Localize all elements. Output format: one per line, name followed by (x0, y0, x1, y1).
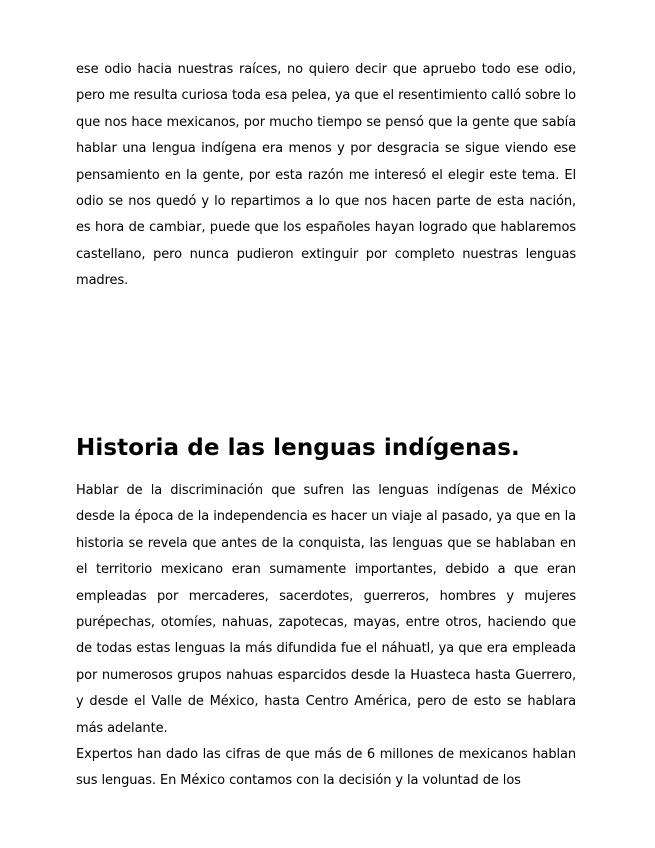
section-heading: Historia de las lenguas indígenas. (76, 435, 520, 461)
paragraph: Hablar de la discriminación que sufren las lenguas indígenas de México desde la época de la independencia es hacer un viaje al pasado, ya que en la historia se revela que antes de la conquista, las lenguas que se hablaban en el territorio mexicano eran sumamente importantes, debido a que eran empleadas por mercaderes, sacerdotes, guerreros, hombres y mujeres purépechas, otomíes, nahuas, zapotecas, mayas, entre otros, haciendo que de todas estas lenguas la más difundida fue el náhuatl, ya que era empleada por numerosos grupos nahuas esparcidos desde la Huasteca hasta Guerrero, y desde el Valle de México, hasta Centro América, pero de esto se hablara más adelante. (76, 483, 576, 736)
intro-text-block (76, 57, 576, 295)
history-text-block (76, 478, 576, 795)
paragraph: Expertos han dado las cifras de que más de 6 millones de mexicanos hablan sus lenguas. En México contamos con la decisión y la voluntad de los (76, 747, 576, 789)
paragraph: ese odio hacia nuestras raíces, no quiero decir que apruebo todo ese odio, pero me resulta curiosa toda esa pelea, ya que el resentimiento calló sobre lo que nos hace mexicanos, por mucho tiempo se pensó que la gente que sabía hablar una lengua indígena era menos y por desgracia se sigue viendo ese pensamiento en la gente, por esta razón me interesó el elegir este tema. El odio se nos quedó y lo repartimos a lo que nos hacen parte de esta nación, es hora de cambiar, puede que los españoles hayan logrado que hablaremos castellano, pero nunca pudieron extinguir por completo nuestras lenguas madres. (76, 62, 576, 289)
